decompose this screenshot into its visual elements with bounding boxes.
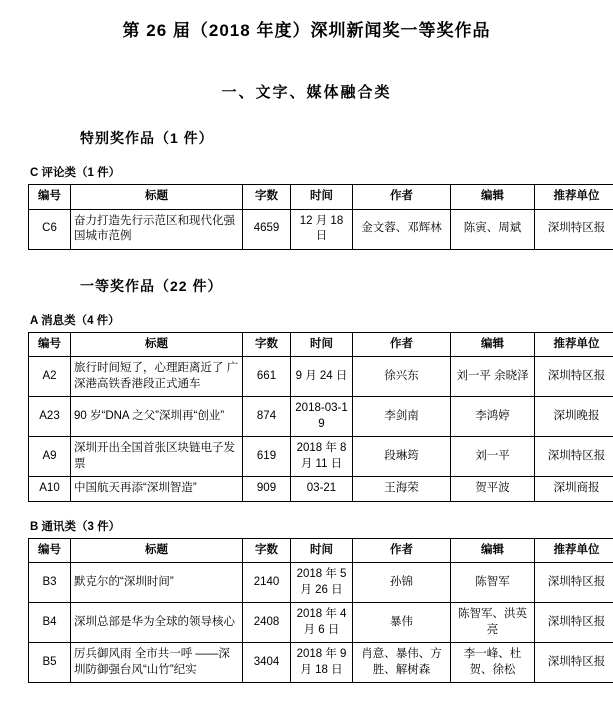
- col-code: 编号: [29, 538, 71, 563]
- cell-title: 奋力打造先行示范区和现代化强国城市范例: [71, 209, 243, 249]
- cell-title: 深圳总部是华为全球的领导核心: [71, 603, 243, 643]
- cell-date: 2018 年 9 月 18 日: [291, 643, 353, 683]
- cell-editor: 刘一平 余晓泽: [451, 357, 535, 397]
- cell-code: B5: [29, 643, 71, 683]
- col-code: 编号: [29, 332, 71, 357]
- group-label-c: C 评论类（1 件）: [30, 164, 585, 180]
- cell-unit: 深圳晚报: [535, 397, 613, 437]
- document-page: [0, 16, 613, 713]
- cell-editor: 陈寅、周斌: [451, 209, 535, 249]
- col-unit: 推荐单位: [535, 332, 613, 357]
- cell-word-count: 2408: [243, 603, 291, 643]
- table-row: [29, 357, 613, 397]
- cell-editor: 刘一平: [451, 437, 535, 477]
- cell-editor: 陈智军: [451, 563, 535, 603]
- cell-author: 肖意、暴伟、方胜、解树森: [353, 643, 451, 683]
- cell-code: A2: [29, 357, 71, 397]
- awards-table-c: [28, 184, 613, 250]
- cell-code: A9: [29, 437, 71, 477]
- cell-date: 2018 年 5 月 26 日: [291, 563, 353, 603]
- table-row: [29, 563, 613, 603]
- cell-title: 默克尔的“深圳时间”: [71, 563, 243, 603]
- col-unit: 推荐单位: [535, 185, 613, 210]
- col-title: 标题: [71, 538, 243, 563]
- cell-code: B3: [29, 563, 71, 603]
- cell-author: 暴伟: [353, 603, 451, 643]
- special-award-title: 特别奖作品（1 件）: [80, 128, 585, 148]
- cell-word-count: 3404: [243, 643, 291, 683]
- cell-word-count: 2140: [243, 563, 291, 603]
- col-date: 时间: [291, 538, 353, 563]
- cell-title: 深圳开出全国首张区块链电子发票: [71, 437, 243, 477]
- table-header-row: [29, 185, 613, 210]
- col-author: 作者: [353, 185, 451, 210]
- cell-code: A23: [29, 397, 71, 437]
- cell-editor: 李鸿婷: [451, 397, 535, 437]
- cell-date: 12 月 18 日: [291, 209, 353, 249]
- cell-word-count: 874: [243, 397, 291, 437]
- cell-unit: 深圳商报: [535, 477, 613, 502]
- cell-author: 金文蓉、邓辉林: [353, 209, 451, 249]
- cell-date: 2018 年 4 月 6 日: [291, 603, 353, 643]
- awards-table-a: [28, 332, 613, 502]
- cell-title: 90 岁“DNA 之父”深圳再“创业”: [71, 397, 243, 437]
- table-row: [29, 209, 613, 249]
- cell-date: 2018 年 8 月 11 日: [291, 437, 353, 477]
- table-row: [29, 437, 613, 477]
- table-header-row: [29, 332, 613, 357]
- col-author: 作者: [353, 332, 451, 357]
- col-author: 作者: [353, 538, 451, 563]
- cell-title: 旅行时间短了，心理距离近了 广深港高铁香港段正式通车: [71, 357, 243, 397]
- col-title: 标题: [71, 332, 243, 357]
- cell-title: 中国航天再添“深圳智造”: [71, 477, 243, 502]
- col-title: 标题: [71, 185, 243, 210]
- first-award-title: 一等奖作品（22 件）: [80, 276, 585, 296]
- cell-author: 李剑南: [353, 397, 451, 437]
- page-title: 第 26 届（2018 年度）深圳新闻奖一等奖作品: [28, 16, 585, 41]
- col-date: 时间: [291, 332, 353, 357]
- col-editor: 编辑: [451, 332, 535, 357]
- table-row: [29, 603, 613, 643]
- section-title: 一、文字、媒体融合类: [28, 81, 585, 102]
- cell-date: 03-21: [291, 477, 353, 502]
- cell-author: 孙锦: [353, 563, 451, 603]
- group-label-b: B 通讯类（3 件）: [30, 518, 585, 534]
- cell-word-count: 909: [243, 477, 291, 502]
- col-word-count: 字数: [243, 185, 291, 210]
- cell-unit: 深圳特区报: [535, 603, 613, 643]
- awards-table-b: [28, 538, 613, 684]
- col-editor: 编辑: [451, 538, 535, 563]
- table-row: [29, 643, 613, 683]
- cell-editor: 陈智军、洪英亮: [451, 603, 535, 643]
- cell-code: C6: [29, 209, 71, 249]
- cell-editor: 李一峰、杜贺、徐松: [451, 643, 535, 683]
- col-word-count: 字数: [243, 332, 291, 357]
- col-date: 时间: [291, 185, 353, 210]
- col-code: 编号: [29, 185, 71, 210]
- cell-unit: 深圳特区报: [535, 643, 613, 683]
- table-row: [29, 397, 613, 437]
- cell-unit: 深圳特区报: [535, 357, 613, 397]
- cell-author: 王海荣: [353, 477, 451, 502]
- group-label-a: A 消息类（4 件）: [30, 312, 585, 328]
- col-editor: 编辑: [451, 185, 535, 210]
- cell-title: 厉兵御风雨 全市共一呼 ——深圳防御强台风“山竹”纪实: [71, 643, 243, 683]
- cell-editor: 贺平波: [451, 477, 535, 502]
- col-word-count: 字数: [243, 538, 291, 563]
- cell-code: B4: [29, 603, 71, 643]
- cell-code: A10: [29, 477, 71, 502]
- col-unit: 推荐单位: [535, 538, 613, 563]
- cell-author: 段琳筠: [353, 437, 451, 477]
- table-row: [29, 477, 613, 502]
- cell-date: 2018-03-19: [291, 397, 353, 437]
- cell-date: 9 月 24 日: [291, 357, 353, 397]
- cell-word-count: 619: [243, 437, 291, 477]
- cell-unit: 深圳特区报: [535, 209, 613, 249]
- cell-author: 徐兴东: [353, 357, 451, 397]
- table-header-row: [29, 538, 613, 563]
- cell-unit: 深圳特区报: [535, 563, 613, 603]
- cell-unit: 深圳特区报: [535, 437, 613, 477]
- cell-word-count: 661: [243, 357, 291, 397]
- cell-word-count: 4659: [243, 209, 291, 249]
